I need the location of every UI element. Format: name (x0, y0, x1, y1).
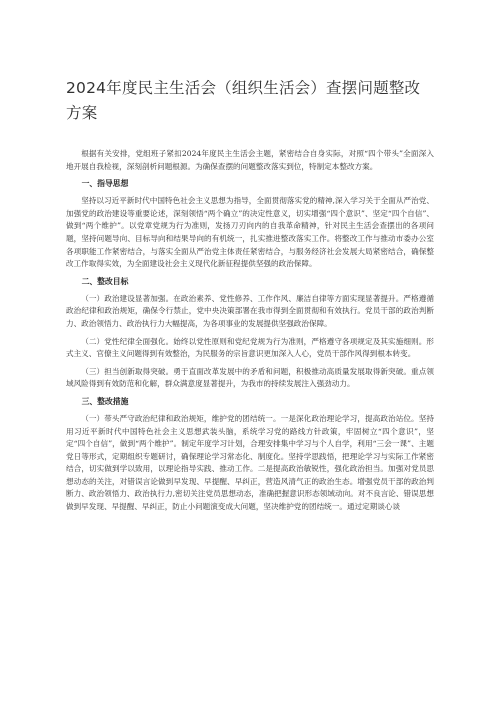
goal-paragraph-innovation: （三）担当创新取得突破。勇于直面改革发展中的矛盾和问题，积极推动高质量发展取得新突破。重点领域风险得到有效防范和化解，群众满意度显著提升，为我市的持续发展注入强劲动力。 (66, 366, 434, 389)
section-heading-rectification-goals: 二、整改目标 (81, 276, 129, 286)
measure-paragraph-political-discipline: （一）带头严守政治纪律和政治规矩，维护党的团结统一。一是深化政治理论学习，提高政治站位。坚持用习近平新时代中国特色社会主义思想武装头脑，系统学习党的路线方针政策，牢固树立“四个意识”，坚定“四个自信”，做到“两个维护”。制定年度学习计划，合理安排集中学习与个人自学，利用“三会一课”、主题党日等形式，定期组织专题研讨，确保理论学习常态化、制度化。坚持学思践悟，把理论学习与实际工作紧密结合，切实做到学以致用，以理论指导实践、推动工作。二是提高政治敏锐性，强化政治担当。加强对党员思想动态的关注，对错误言论做到早发现、早提醒、早纠正，营造风清气正的政治生态。增强党员干部的政治判断力、政治领悟力、政治执行力,密切关注党员思想动态，准确把握意识形态领域动向。对不良言论、错误思想做到早发现、早提醒、早纠正，防止小问题演变成大问题，坚决维护党的团结统一。通过定期谈心谈 (66, 413, 434, 512)
goal-paragraph-political-building: （一）政治建设显著加强。在政治素养、党性修养、工作作风、廉洁自律等方面实现显著提升。严格遵循政治纪律和政治规矩，确保令行禁止，党中央决策部署在我市得到全面贯彻和有效执行。党员干部的政治判断力、政治领悟力、政治执行力大幅提高，为各项事业的发展提供坚强政治保障。 (66, 293, 434, 328)
section-heading-guiding-ideology: 一、指导思想 (81, 179, 129, 189)
guiding-ideology-paragraph: 坚持以习近平新时代中国特色社会主义思想为指导，全面贯彻落实党的精神,深入学习关于全面从严治党、加强党的政治建设等重要论述，深刻领悟“两个确立”的决定性意义，切实增强“四个意识”、坚定“四个自信”、做到“两个维护”。以党章党规为行为准则，发扬刀刃向内的自我革命精神，针对民主生活会查摆出的各项问题，坚持问题导向、目标导向和结果导向的有机统一，扎实推进整改落实工作。将整改工作与推动市委办公室各项职能工作紧密结合，与落实全面从严治党主体责任紧密结合，与服务经济社会发展大局紧密结合，确保整改工作取得实效，为全面建设社会主义现代化新征程提供坚强的政治保障。 (66, 196, 434, 269)
document-title: 2024年度民主生活会（组织生活会）查摆问题整改方案 (66, 79, 421, 122)
intro-paragraph: 根据有关安排，党组班子紧扣2024年度民主生活会主题，紧密结合自身实际，对照“四个带头”全面深入地开展自我检视，深刻剖析问题根源。为确保查摆的问题整改落实到位，特制定本整改方案。 (66, 149, 434, 171)
goal-paragraph-party-discipline: （二）党性纪律全面强化。始终以党性原则和党纪党规为行为准则，严格遵守各项规定及其实施细则。形式主义、官僚主义问题得到有效整治，为民服务的宗旨意识更加深入人心，党员干部作风得到根本转变。 (66, 336, 434, 359)
section-heading-rectification-measures: 三、整改措施 (81, 396, 129, 406)
